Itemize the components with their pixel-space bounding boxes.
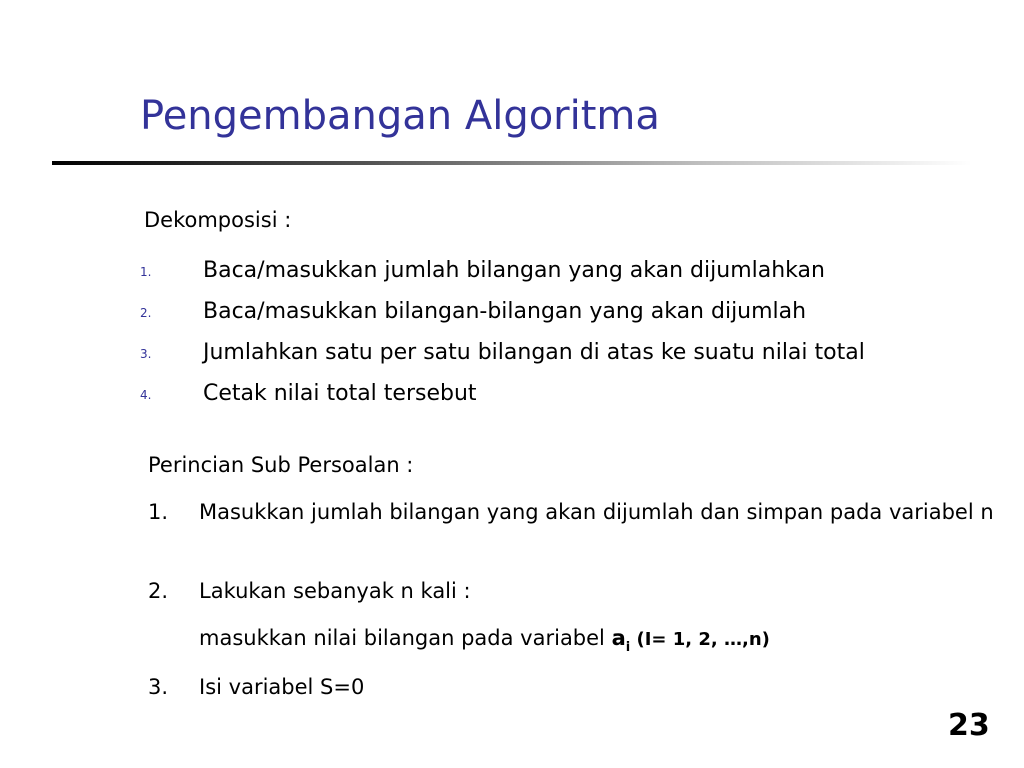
detail-subitem-text: masukkan nilai bilangan pada variabel (199, 626, 612, 650)
variable-index: i (625, 640, 631, 655)
detail-text: Isi variabel S=0 (199, 675, 365, 699)
detail-text: Masukkan jumlah bilangan yang akan dijumlah dan simpan pada variabel n (199, 500, 994, 524)
variable-name: a (611, 626, 626, 650)
step-text: Baca/masukkan jumlah bilangan yang akan dijumlahkan (203, 258, 825, 283)
slide-title: Pengembangan Algoritma (140, 93, 660, 139)
detail-number: 3. (148, 675, 169, 699)
decomposition-label: Dekomposisi : (144, 208, 292, 232)
detail-number: 2. (148, 579, 169, 603)
step-text: Cetak nilai total tersebut (203, 381, 477, 406)
page-number: 23 (948, 708, 990, 743)
step-number: 2. (140, 306, 152, 320)
details-label: Perincian Sub Persoalan : (148, 453, 414, 477)
step-text: Baca/masukkan bilangan-bilangan yang akan dijumlah (203, 299, 807, 324)
step-text: Jumlahkan satu per satu bilangan di atas ke suatu nilai total (203, 340, 865, 365)
index-range: (I= 1, 2, …,n) (630, 629, 770, 650)
title-divider (52, 161, 972, 165)
detail-number: 1. (148, 500, 169, 524)
detail-text: Lakukan sebanyak n kali : (199, 579, 471, 603)
step-number: 4. (140, 388, 152, 402)
step-number: 1. (140, 265, 152, 279)
detail-subitem-line (199, 623, 1014, 657)
step-number: 3. (140, 347, 152, 361)
